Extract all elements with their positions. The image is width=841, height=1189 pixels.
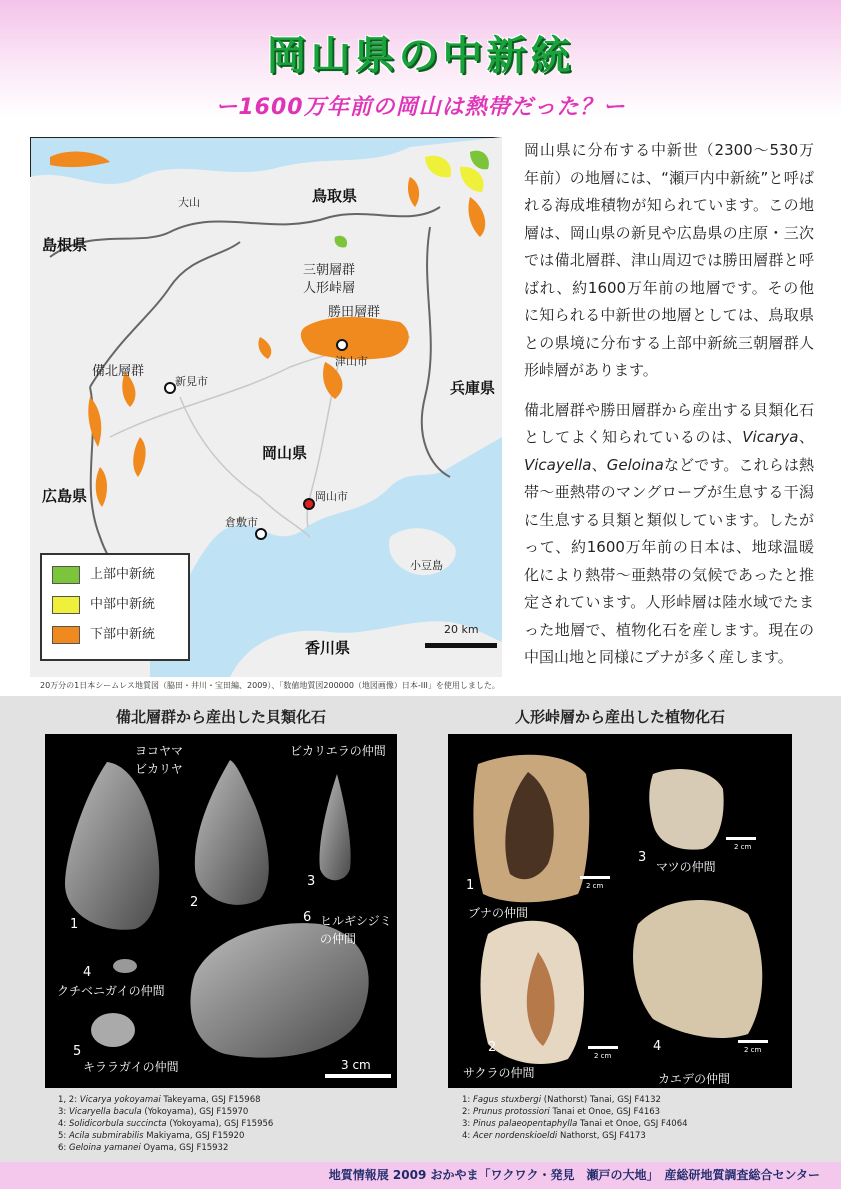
label-bihoku: 備北層群 bbox=[92, 364, 145, 379]
plant-scale-label-1: 2 cm bbox=[586, 882, 604, 890]
label-niimi: 新見市 bbox=[175, 375, 208, 388]
plant-pinus-3 bbox=[649, 769, 723, 850]
list-item: 4: Solidicorbula succincta (Yokoyama), GSJ F15956 bbox=[58, 1119, 274, 1129]
okayama-city-marker bbox=[304, 499, 314, 509]
shell-photo bbox=[45, 734, 397, 1088]
legend-swatch-upper bbox=[52, 566, 80, 584]
page-subtitle: ー1600万年前の岡山は熱帯だった？ー bbox=[215, 95, 626, 120]
caption-yokoyama-vicarya: ヨコヤマ ビカリヤ bbox=[135, 744, 184, 776]
label-shodoshima: 小豆島 bbox=[410, 559, 443, 572]
plant-photo bbox=[448, 734, 792, 1088]
label-misasa: 三朝層群 bbox=[303, 263, 356, 278]
list-item: 1, 2: Vicarya yokoyamai Takeyama, GSJ F15968 bbox=[58, 1095, 261, 1105]
list-item: 2: Prunus protossiori Tanai et Onoe, GSJ F4163 bbox=[462, 1107, 661, 1117]
caption-geloina: ヒルギシジミ の仲間 bbox=[320, 914, 392, 946]
legend-middle: 中部中新統 bbox=[52, 595, 155, 615]
caption-prunus: サクラの仲間 bbox=[463, 1066, 535, 1080]
caption-vicaryella: ビカリエラの仲間 bbox=[290, 744, 386, 758]
list-item: 3: Pinus palaeopentaphylla Tanai et Onoe, GSJ F4064 bbox=[462, 1119, 688, 1129]
shell-number-5: 5 bbox=[73, 1044, 82, 1059]
caption-acila: キララガイの仲間 bbox=[83, 1060, 179, 1074]
label-tottori: 鳥取県 bbox=[312, 187, 358, 205]
shell-scale-label: 3 cm bbox=[341, 1058, 371, 1072]
label-daisen: 大山 bbox=[178, 196, 200, 209]
scale-label: 20 km bbox=[444, 623, 479, 636]
page-title: 岡山県の中新統 bbox=[266, 33, 575, 79]
tsuyama-marker bbox=[337, 340, 347, 350]
list-item: 5: Acila submirabilis Makiyama, GSJ F15920 bbox=[58, 1131, 245, 1141]
niimi-marker bbox=[165, 383, 175, 393]
label-hyogo: 兵庫県 bbox=[450, 379, 496, 397]
plant-acer-4 bbox=[633, 900, 762, 1038]
label-katsuta: 勝田層群 bbox=[328, 305, 381, 320]
legend-swatch-lower bbox=[52, 626, 80, 644]
shell-number-4: 4 bbox=[83, 965, 92, 980]
scale-bar bbox=[425, 643, 497, 648]
label-ningyo: 人形峠層 bbox=[303, 281, 356, 296]
shell-scale-bar bbox=[325, 1074, 391, 1078]
caption-acer: カエデの仲間 bbox=[658, 1072, 731, 1086]
list-item: 6: Geloina yamanei Oyama, GSJ F15932 bbox=[58, 1143, 229, 1153]
shell-number-1: 1 bbox=[70, 917, 79, 932]
plant-heading: 人形峠層から産出した植物化石 bbox=[514, 708, 725, 726]
label-kurashiki: 倉敷市 bbox=[225, 516, 258, 529]
plant-number-3: 3 bbox=[638, 850, 647, 865]
paragraph-1: 岡山県に分布する中新世（2300〜530万年前）の地層には、“瀬戸内中新統”と呼ばれる海成堆積物が知られています。この地層は、岡山県の新見や広島県の庄原・三次では備北層群、津山周辺では勝田層群と呼ばれ、約1600万年前の地層です。その他に知られる中新世の地層としては、鳥取県との県境に分布する上部中新統三朝層群人形峠層があります。 bbox=[524, 141, 814, 379]
label-okayama: 岡山県 bbox=[262, 444, 308, 462]
label-tsuyama: 津山市 bbox=[335, 355, 368, 368]
plant-number-1: 1 bbox=[466, 878, 475, 893]
list-item: 3: Vicaryella bacula (Yokoyama), GSJ F15970 bbox=[58, 1107, 249, 1117]
label-hiroshima: 広島県 bbox=[42, 487, 88, 505]
list-item: 1: Fagus stuxbergi (Nathorst) Tanai, GSJ F4132 bbox=[462, 1095, 661, 1105]
shell-species-list bbox=[58, 1094, 398, 1154]
shell-vicarya-2 bbox=[195, 760, 269, 905]
shell-acila-5 bbox=[91, 1013, 135, 1047]
kurashiki-marker bbox=[256, 529, 266, 539]
shell-solidicorbula-4 bbox=[113, 959, 137, 973]
map-credit: 20万分の1日本シームレス地質図（脇田・井川・宝田編、2009）、「数値地質図200000（地図画像）日本-III」を使用しました。 bbox=[40, 681, 500, 690]
body-text bbox=[524, 137, 814, 684]
shell-vicaryella-3 bbox=[319, 774, 350, 880]
plant-species-list bbox=[462, 1094, 802, 1142]
list-item: 4: Acer nordenskioeldi Nathorst, GSJ F4173 bbox=[462, 1131, 646, 1141]
shell-vicarya-1 bbox=[65, 762, 159, 930]
label-kagawa: 香川県 bbox=[305, 639, 351, 657]
plant-number-2: 2 bbox=[488, 1040, 497, 1055]
plant-scale-label-4: 2 cm bbox=[744, 1046, 762, 1054]
legend-lower: 下部中新統 bbox=[52, 625, 155, 645]
shell-number-6: 6 bbox=[303, 910, 312, 925]
plant-scale-label-3: 2 cm bbox=[734, 843, 752, 851]
shell-number-2: 2 bbox=[190, 895, 199, 910]
plant-number-4: 4 bbox=[653, 1039, 662, 1054]
legend-upper: 上部中新統 bbox=[52, 565, 155, 585]
map-legend bbox=[40, 553, 190, 661]
shell-heading: 備北層群から産出した貝類化石 bbox=[115, 708, 326, 726]
label-shimane: 島根県 bbox=[42, 236, 88, 254]
caption-pinus: マツの仲間 bbox=[656, 860, 716, 874]
caption-fagus: ブナの仲間 bbox=[468, 906, 529, 920]
label-okayama-city: 岡山市 bbox=[315, 490, 348, 503]
shell-drawing bbox=[45, 734, 397, 1088]
paragraph-2: 備北層群や勝田層群から産出する貝類化石としてよく知られているのは、Vicarya、Vicayella、Geloinaなどです。これらは熱帯〜亜熱帯のマングローブが生息する干潟に生息する貝類と類似しています。したがって、約1600万年前の日本は、地球温暖化により熱帯〜亜熱帯の気候であったと推定されています。人形峠層は陸水域でたまった地層で、植物化石を産します。現在の中国山地と同様にブナが多く産します。 bbox=[524, 400, 814, 666]
shell-number-3: 3 bbox=[307, 874, 316, 889]
legend-swatch-middle bbox=[52, 596, 80, 614]
plant-scale-label-2: 2 cm bbox=[594, 1052, 612, 1060]
caption-solidicorbula: クチベニガイの仲間 bbox=[57, 984, 165, 998]
footer-text: 地質情報展 2009 おかやま「ワクワク・発見 瀬戸の大地」 産総研地質調査総合センター bbox=[328, 1168, 820, 1182]
